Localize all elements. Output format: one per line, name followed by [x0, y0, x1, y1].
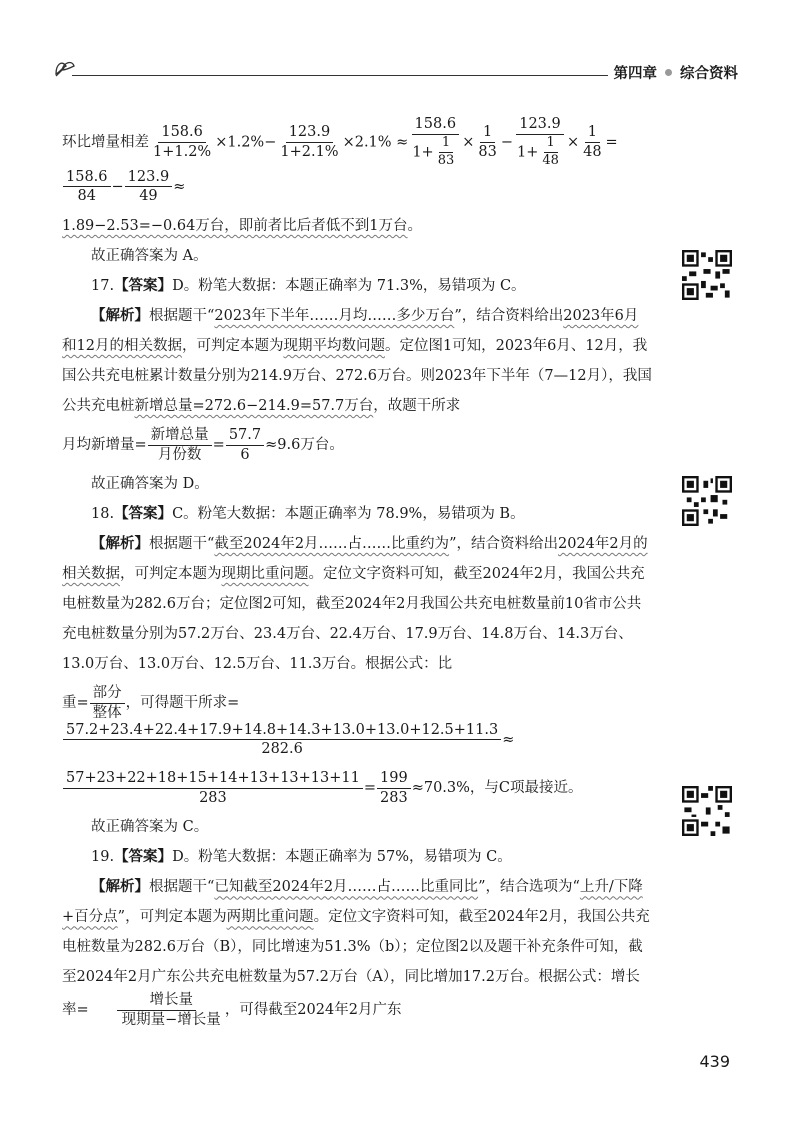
- answer-tag: 【答案】: [114, 276, 173, 294]
- text: 根据题干“: [149, 307, 215, 324]
- analysis-tag: 【解析】: [91, 878, 149, 896]
- text: ，可判定本题为: [120, 566, 222, 583]
- page-number: 439: [699, 1052, 730, 1071]
- fraction-denominator: 1+1.2%: [153, 143, 212, 160]
- p1-prefix: 环比增量相差: [62, 134, 149, 151]
- fraction-numerator: 123.9: [286, 124, 334, 143]
- fraction: [475, 124, 499, 160]
- analysis-tag: 【解析】: [91, 535, 149, 553]
- fraction-denominator: 283: [199, 789, 227, 806]
- p2-result: [62, 211, 652, 241]
- fraction-numerator: 新增总量: [148, 427, 212, 446]
- fraction: [125, 169, 173, 205]
- answer-text: C。粉笔大数据：本题正确率为 78.9%，易错项为 B。: [172, 506, 525, 523]
- fraction-numerator: 158.6: [63, 169, 111, 188]
- fraction-numerator: 57+23+22+18+15+14+13+13+13+11: [63, 770, 363, 789]
- fraction-denominator: 6: [240, 446, 250, 463]
- chapter-title: 综合资料: [680, 66, 738, 82]
- header-rule: [72, 75, 640, 76]
- answer-tag: 【答案】: [114, 505, 173, 523]
- fraction-numerator: 123.9: [125, 169, 173, 188]
- underlined-text: 现期比重问题: [221, 566, 309, 583]
- question-number: 17.: [91, 277, 115, 294]
- math-text: =: [363, 780, 377, 797]
- fraction-denominator: 282.6: [261, 741, 303, 758]
- question-number: 18.: [91, 506, 115, 523]
- fraction-numerator: 158.6: [412, 116, 460, 135]
- page-header: [52, 52, 748, 82]
- fraction: [409, 116, 461, 169]
- fraction: [90, 992, 224, 1028]
- underlined-text: 2023年下半年……月均……多少万台: [214, 307, 455, 324]
- math-text: 1+: [517, 144, 539, 161]
- fraction: [277, 124, 341, 160]
- text: 。定位图1可知，2023年6月、12月，我国公共充电桩累计数量分别为214.9万台、272.6万台。则2023年下半年（7—12月），我国公共充电桩: [62, 337, 652, 414]
- fraction: [514, 116, 566, 169]
- header-dot-icon: [665, 69, 672, 76]
- math-text: 。: [568, 780, 583, 797]
- fraction-numerator: 57.2+23.4+22.4+17.9+14.8+14.3+13.0+13.0+12.5+11.3: [63, 722, 501, 741]
- qr-code-icon[interactable]: [682, 786, 732, 836]
- fraction: [148, 427, 212, 463]
- text: ”，结合资料给出: [454, 307, 564, 324]
- fraction-numerator: 123.9: [516, 116, 564, 135]
- fraction-denominator: 月份数: [157, 446, 202, 463]
- math-text: =: [212, 437, 225, 454]
- q19-answer: [62, 842, 652, 872]
- underlined-text: 新增总量=272.6−214.9=57.7万台: [134, 397, 374, 414]
- math-text: ≈9.6万台: [265, 437, 330, 454]
- math-text: ×2.1% ≈: [342, 134, 409, 151]
- answer-tag: 【答案】: [114, 848, 173, 866]
- fraction-denominator: 48: [583, 143, 602, 160]
- text: ，可得截至2024年2月广东: [224, 1002, 402, 1019]
- answer-text: D。粉笔大数据：本题正确率为 57%，易错项为 C。: [172, 849, 512, 866]
- q18-final: 故正确答案为 C。: [91, 819, 209, 836]
- p1-ratio-equation: [62, 110, 652, 211]
- fraction: [539, 136, 562, 169]
- fraction-numerator: 158.6: [158, 124, 206, 143]
- text: ，故题干所求: [373, 397, 461, 414]
- page-content: [62, 110, 652, 1029]
- analysis-tag: 【解析】: [91, 306, 149, 324]
- math-text: 1+: [412, 144, 434, 161]
- fraction-denominator: 48: [542, 152, 559, 168]
- q17-final: 故正确答案为 D。: [91, 476, 209, 493]
- fraction-denominator: 84: [77, 188, 96, 205]
- header-chapter: [608, 62, 739, 83]
- fraction: [63, 722, 501, 758]
- math-text: 月均新增量=: [62, 437, 147, 454]
- fraction-numerator: 57.7: [226, 427, 264, 446]
- math-text: ≈70.3%，与C项最接近: [411, 780, 569, 797]
- text: 根据题干“: [149, 879, 215, 896]
- math-text: −: [111, 178, 124, 195]
- underlined-text: 2023年6月和12月的相关数据: [62, 307, 639, 354]
- fraction: [90, 685, 125, 721]
- text: 根据题干“: [149, 536, 215, 553]
- fraction: [63, 169, 111, 205]
- underlined-text: 2024年2月的相关数据: [62, 536, 648, 583]
- text: ”，可判定本题为: [117, 909, 227, 926]
- text: 。定位文字资料可知，截至2024年2月，我国公共充电桩数量为282.6万台；定位图2可知，截至2024年2月我国公共充电桩数量前10省市公共充电桩数量分别为57.2万台、23.4万台、22.4万台、17.9万台、14.8万台、14.3万台、13.0万台、13.0万台、12.5万台、11.3万台。根据公式：比: [62, 566, 645, 673]
- underlined-text: 截至2024年2月……占……比重约为: [214, 536, 450, 553]
- fraction-denominator: 83: [437, 152, 455, 168]
- fraction-numerator: 部分: [90, 685, 125, 704]
- chapter-label: 第四章: [613, 66, 657, 82]
- fraction: [377, 770, 411, 806]
- math-text: ≈: [502, 731, 515, 748]
- text: 。: [407, 217, 423, 234]
- fraction-denominator: 整体: [92, 704, 122, 721]
- fraction-denominator: 1+2.1%: [280, 143, 339, 160]
- fraction-denominator: 现期量−增长量: [121, 1011, 221, 1028]
- q17-answer: [62, 271, 652, 301]
- fraction-denominator: 49: [139, 188, 158, 205]
- qr-code-icon[interactable]: [682, 250, 732, 300]
- fraction-numerator: 1: [439, 136, 453, 153]
- math-text: ≈: [173, 178, 186, 195]
- fraction-numerator: 1: [544, 136, 558, 153]
- math-text: 重=: [62, 695, 89, 712]
- p3-answer-line: 故正确答案为 A。: [91, 247, 208, 264]
- math-text: ×1.2%−: [215, 134, 277, 151]
- underlined-text: 已知截至2024年2月……占……比重同比: [214, 879, 479, 896]
- fraction-denominator: 83: [478, 143, 497, 160]
- text: 。定位文字资料可知，截至2024年2月，我国公共充电桩数量为282.6万台（B），同比增速为51.3%（b）；定位图2以及题干补充条件可知，截至2024年2月广东公共充电桩数量为57.2万台（A），同比增加17.2万台。根据公式：增长率=: [62, 909, 650, 1019]
- fraction-numerator: 199: [377, 770, 411, 789]
- answer-text: D。粉笔大数据：本题正确率为 71.3%，易错项为 C。: [172, 277, 526, 294]
- fraction: [150, 124, 214, 160]
- q18-equation-1: [62, 679, 652, 764]
- fraction: [226, 427, 264, 463]
- fraction-denominator: [514, 135, 566, 169]
- text: ，可判定本题为: [181, 337, 284, 354]
- fraction-denominator: [409, 135, 461, 169]
- underlined-text: 现期平均数问题: [283, 337, 385, 354]
- math-text: ，可得题干所求=: [125, 695, 240, 712]
- underlined-text: 上升/下降+百分点: [62, 879, 643, 926]
- underlined-text: 两期比重问题: [226, 909, 314, 926]
- math-text: 。: [329, 437, 344, 454]
- fraction-numerator: 1: [480, 124, 495, 143]
- text: ”，结合选项为“: [478, 879, 580, 896]
- q18-analysis: [62, 529, 652, 679]
- qr-code-icon[interactable]: [682, 476, 732, 526]
- fraction: [435, 136, 458, 169]
- fraction-denominator: 283: [380, 789, 408, 806]
- q18-equation-2: [62, 764, 652, 812]
- question-number: 19.: [91, 849, 115, 866]
- text: ”，结合资料给出: [449, 536, 558, 553]
- math-text: ×: [566, 134, 580, 151]
- leaf-icon: [52, 54, 78, 80]
- math-text: −: [500, 134, 514, 151]
- math-text: =: [605, 134, 618, 151]
- underlined-text: 1.89−2.53=−0.64万台，即前者比后者低不到1万台: [62, 217, 408, 234]
- fraction-numerator: 1: [585, 124, 600, 143]
- q17-analysis: [62, 301, 652, 421]
- fraction-numerator: 增长量: [117, 992, 196, 1011]
- fraction: [580, 124, 604, 160]
- q18-answer: [62, 499, 652, 529]
- q19-analysis: [62, 872, 652, 1028]
- fraction: [63, 770, 363, 806]
- q17-equation: [62, 421, 652, 469]
- math-text: ×: [462, 134, 475, 151]
